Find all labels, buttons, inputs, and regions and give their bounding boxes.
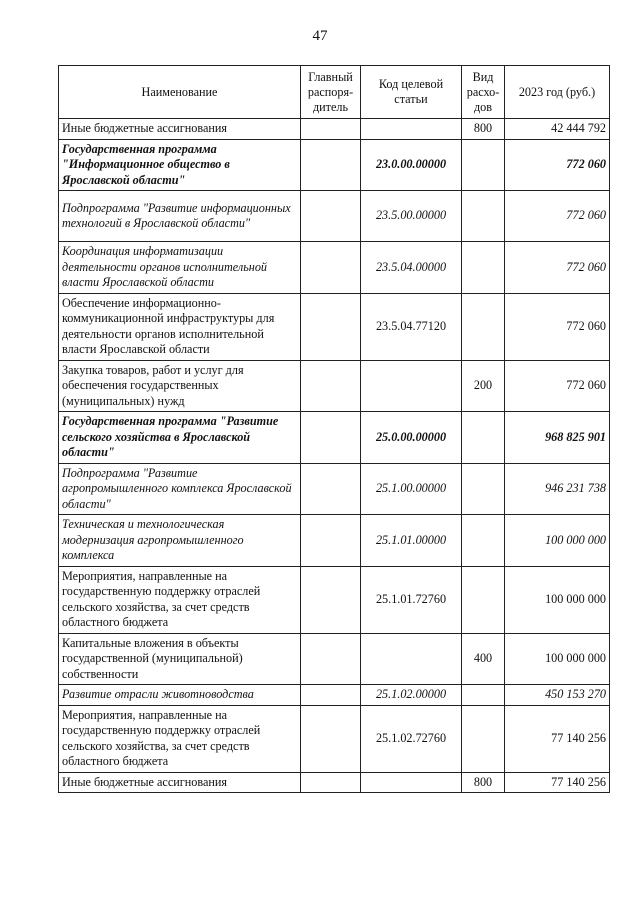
row-expense-type-cell: 800: [462, 119, 505, 140]
row-amount-cell: 42 444 792: [505, 119, 610, 140]
row-main-admin-cell: [301, 242, 361, 294]
row-expense-type-cell: [462, 463, 505, 515]
budget-table: [58, 65, 610, 793]
row-amount-cell: 100 000 000: [505, 566, 610, 633]
row-expense-type-cell: [462, 412, 505, 464]
row-main-admin-cell: [301, 705, 361, 772]
row-expense-type-cell: [462, 566, 505, 633]
page-number: 47: [312, 28, 328, 44]
table-header-row: [59, 66, 610, 119]
row-expense-type-cell: [462, 242, 505, 294]
row-main-admin-cell: [301, 566, 361, 633]
table-row: [59, 119, 610, 140]
row-main-admin-cell: [301, 119, 361, 140]
row-amount-cell: 100 000 000: [505, 633, 610, 685]
row-name-cell: Государственная программа "Развитие сельского хозяйства в Ярославской области": [59, 412, 301, 464]
row-name-cell: Мероприятия, направленные на государственную поддержку отраслей сельского хозяйства, за счет средств областного бюджета: [59, 566, 301, 633]
table-row: [59, 242, 610, 294]
row-target-code-cell: 25.1.02.00000: [361, 685, 462, 706]
row-target-code-cell: 23.5.04.00000: [361, 242, 462, 294]
row-name-cell: Иные бюджетные ассигнования: [59, 772, 301, 793]
row-expense-type-cell: 400: [462, 633, 505, 685]
row-main-admin-cell: [301, 139, 361, 191]
row-main-admin-cell: [301, 463, 361, 515]
table-row: [59, 412, 610, 464]
row-amount-cell: 77 140 256: [505, 705, 610, 772]
row-name-cell: Подпрограмма "Развитие агропромышленного комплекса Ярославской области": [59, 463, 301, 515]
row-amount-cell: 772 060: [505, 242, 610, 294]
table-row: [59, 360, 610, 412]
row-name-cell: Иные бюджетные ассигнования: [59, 119, 301, 140]
row-expense-type-cell: [462, 515, 505, 567]
row-amount-cell: 772 060: [505, 191, 610, 242]
row-target-code-cell: [361, 633, 462, 685]
row-amount-cell: 772 060: [505, 360, 610, 412]
row-target-code-cell: 25.0.00.00000: [361, 412, 462, 464]
row-amount-cell: 946 231 738: [505, 463, 610, 515]
table-row: [59, 191, 610, 242]
header-expense-type: Вид расхо-дов: [462, 66, 505, 119]
table-row: [59, 772, 610, 793]
row-name-cell: Развитие отрасли животноводства: [59, 685, 301, 706]
row-main-admin-cell: [301, 515, 361, 567]
row-expense-type-cell: [462, 705, 505, 772]
row-target-code-cell: 23.5.04.77120: [361, 293, 462, 360]
table-row: [59, 566, 610, 633]
row-main-admin-cell: [301, 412, 361, 464]
header-name: Наименование: [59, 66, 301, 119]
row-name-cell: Техническая и технологическая модернизация агропромышленного комплекса: [59, 515, 301, 567]
row-name-cell: Закупка товаров, работ и услуг для обеспечения государственных (муниципальных) нужд: [59, 360, 301, 412]
row-target-code-cell: 23.5.00.00000: [361, 191, 462, 242]
table-row: [59, 515, 610, 567]
row-name-cell: Координация информатизации деятельности органов исполнительной власти Ярославской области: [59, 242, 301, 294]
header-target-code: Код целевой статьи: [361, 66, 462, 119]
row-main-admin-cell: [301, 293, 361, 360]
row-target-code-cell: 25.1.00.00000: [361, 463, 462, 515]
table-row: [59, 139, 610, 191]
row-target-code-cell: [361, 360, 462, 412]
table-row: [59, 633, 610, 685]
row-expense-type-cell: [462, 191, 505, 242]
row-name-cell: Капитальные вложения в объекты государственной (муниципальной) собственности: [59, 633, 301, 685]
row-main-admin-cell: [301, 633, 361, 685]
row-main-admin-cell: [301, 685, 361, 706]
header-amount: 2023 год (руб.): [505, 66, 610, 119]
row-amount-cell: 450 153 270: [505, 685, 610, 706]
row-amount-cell: 100 000 000: [505, 515, 610, 567]
row-amount-cell: 772 060: [505, 139, 610, 191]
header-main-admin: Главный распоря-дитель: [301, 66, 361, 119]
row-target-code-cell: 25.1.01.00000: [361, 515, 462, 567]
row-target-code-cell: 25.1.01.72760: [361, 566, 462, 633]
row-name-cell: Подпрограмма "Развитие информационных технологий в Ярославской области": [59, 191, 301, 242]
row-target-code-cell: 25.1.02.72760: [361, 705, 462, 772]
row-main-admin-cell: [301, 772, 361, 793]
row-name-cell: Обеспечение информационно-коммуникационной инфраструктуры для деятельности органов исполнительной власти Ярославской области: [59, 293, 301, 360]
row-target-code-cell: [361, 119, 462, 140]
row-amount-cell: 772 060: [505, 293, 610, 360]
row-expense-type-cell: 200: [462, 360, 505, 412]
row-amount-cell: 968 825 901: [505, 412, 610, 464]
row-expense-type-cell: [462, 139, 505, 191]
row-expense-type-cell: [462, 293, 505, 360]
row-target-code-cell: [361, 772, 462, 793]
table-row: [59, 463, 610, 515]
table-row: [59, 705, 610, 772]
table-row: [59, 685, 610, 706]
row-main-admin-cell: [301, 360, 361, 412]
row-name-cell: Мероприятия, направленные на государственную поддержку отраслей сельского хозяйства, за счет средств областного бюджета: [59, 705, 301, 772]
table-row: [59, 293, 610, 360]
row-expense-type-cell: 800: [462, 772, 505, 793]
row-main-admin-cell: [301, 191, 361, 242]
row-name-cell: Государственная программа "Информационное общество в Ярославской области": [59, 139, 301, 191]
row-target-code-cell: 23.0.00.00000: [361, 139, 462, 191]
row-amount-cell: 77 140 256: [505, 772, 610, 793]
row-expense-type-cell: [462, 685, 505, 706]
